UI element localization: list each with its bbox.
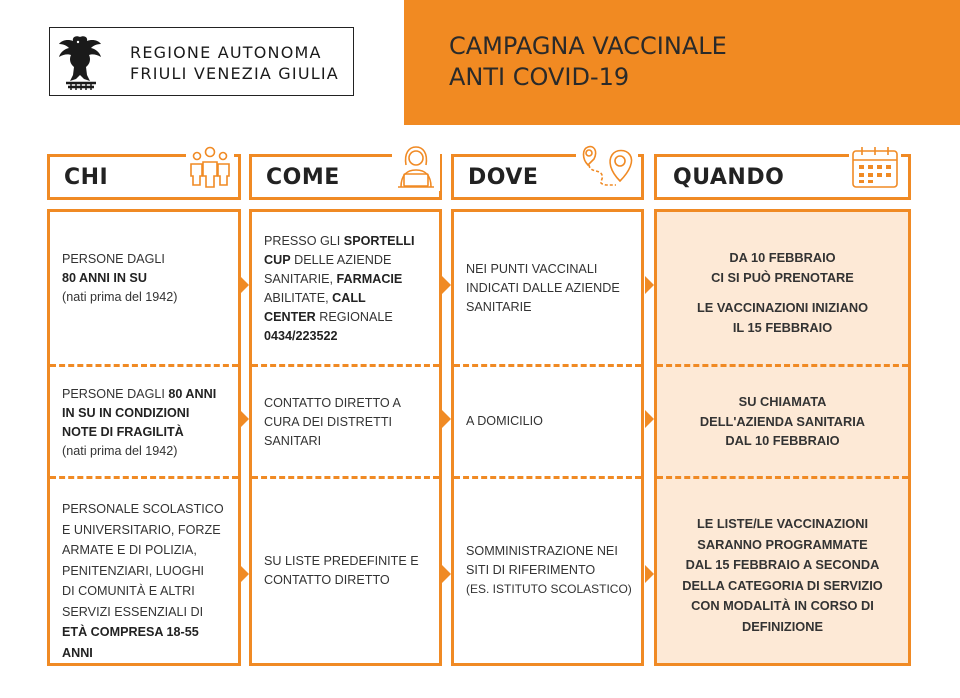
chi-row-3-line-2: E UNIVERSITARIO, FORZE xyxy=(62,522,221,537)
column-header-chi xyxy=(47,154,241,200)
quando-row-1-line-2: CI SI PUÒ PRENOTARE xyxy=(711,269,854,285)
chi-row-3-line-3: ARMATE E DI POLIZIA, xyxy=(62,543,197,557)
chi-row-2-line-1-a: PERSONE DAGLI xyxy=(62,387,169,401)
come-row-1-line-2-a: CUP xyxy=(264,253,291,267)
row-divider xyxy=(252,476,439,479)
dove-row-3-line-2: SITI DI RIFERIMENTO xyxy=(466,563,596,577)
region-name xyxy=(130,42,339,84)
region-logo xyxy=(49,27,354,96)
chi-row-1-line-1: PERSONE DAGLI xyxy=(62,252,165,266)
row-divider xyxy=(657,364,908,367)
come-row-1-line-1-b: SPORTELLI xyxy=(343,234,415,248)
logo-line-1: REGIONE AUTONOMA xyxy=(130,43,322,62)
arrow-right-icon xyxy=(240,410,249,428)
row-divider xyxy=(454,364,641,367)
quando-row-1-line-3: LE VACCINAZIONI INIZIANO xyxy=(696,300,869,315)
column-quando xyxy=(654,209,911,666)
operator-laptop-icon xyxy=(392,143,440,191)
come-row-3-line-2: CONTATTO DIRETTO xyxy=(264,573,390,587)
come-row-1-line-5 xyxy=(264,308,429,327)
row-divider xyxy=(252,364,439,367)
dove-row-3 xyxy=(466,542,635,599)
chi-row-3-line-4: PENITENZIARI, LUOGHI xyxy=(62,563,205,578)
quando-row-3-line-5: CON MODALITÀ IN CORSO DI xyxy=(691,598,874,613)
column-header-come xyxy=(249,154,442,200)
chi-row-3-line-5: DI COMUNITÀ E ALTRI xyxy=(62,584,195,598)
quando-row-3-line-4: DELLA CATEGORIA DI SERVIZIO xyxy=(682,577,883,593)
chi-row-2-line-3 xyxy=(62,423,228,442)
column-come xyxy=(249,209,442,666)
chi-row-2-line-4 xyxy=(62,442,228,461)
quando-row-3 xyxy=(663,514,902,637)
chi-row-3-line-8: ANNI xyxy=(62,645,93,660)
quando-row-2 xyxy=(663,392,902,451)
quando-row-3-line-2: SARANNO PROGRAMMATE xyxy=(697,536,868,552)
come-row-3 xyxy=(264,552,429,590)
arrow-right-icon xyxy=(645,410,654,428)
come-row-1-line-2 xyxy=(264,251,429,270)
column-chi xyxy=(47,209,241,666)
column-label-chi: CHI xyxy=(64,165,109,190)
chi-row-3-line-7: ETÀ COMPRESA 18-55 xyxy=(62,625,199,639)
quando-row-2-line-3: DAL 10 FEBBRAIO xyxy=(725,433,840,448)
dove-row-3-line-3: (ES. ISTITUTO SCOLASTICO) xyxy=(466,582,632,596)
dove-row-2-line-1: A DOMICILIO xyxy=(466,414,543,428)
map-pin-route-icon xyxy=(576,143,638,191)
come-row-2-line-1: CONTATTO DIRETTO A xyxy=(264,396,401,410)
dove-row-1 xyxy=(466,260,631,317)
quando-row-1 xyxy=(663,248,902,337)
quando-row-3-line-6: DEFINIZIONE xyxy=(741,618,824,634)
campaign-title xyxy=(449,31,727,93)
people-group-icon xyxy=(186,143,234,191)
eagle-emblem-icon xyxy=(56,31,106,93)
chi-row-1-line-2: 80 ANNI IN SU xyxy=(62,271,147,285)
arrow-right-icon xyxy=(442,276,451,294)
column-header-quando xyxy=(654,154,911,200)
come-row-2-line-3: SANITARI xyxy=(264,434,322,448)
quando-row-2-line-1: SU CHIAMATA xyxy=(738,394,827,409)
come-row-1-line-1-a: PRESSO GLI xyxy=(264,234,344,248)
chi-row-3-line-6: SERVIZI ESSENZIALI DI xyxy=(62,604,204,619)
column-label-quando: QUANDO xyxy=(673,165,785,190)
column-label-dove: DOVE xyxy=(468,165,539,190)
come-row-1-line-3-b: FARMACIE xyxy=(336,272,403,286)
dove-row-2 xyxy=(466,412,631,431)
come-row-2-line-2: CURA DEI DISTRETTI xyxy=(264,415,393,429)
come-row-1-line-4 xyxy=(264,289,429,308)
row-divider xyxy=(50,364,238,367)
chi-row-2-line-2 xyxy=(62,404,228,423)
dove-row-1-line-1: NEI PUNTI VACCINALI xyxy=(466,262,598,276)
arrow-right-icon xyxy=(240,565,249,583)
come-row-1-line-4-a: ABILITATE, xyxy=(264,291,333,305)
come-row-1-line-2-b: DELLE AZIENDE xyxy=(290,253,392,267)
row-divider xyxy=(454,476,641,479)
logo-line-2: FRIULI VENEZIA GIULIA xyxy=(130,64,339,83)
chi-row-3-line-1: PERSONALE SCOLASTICO xyxy=(62,502,224,516)
quando-row-2-line-2: DELL'AZIENDA SANITARIA xyxy=(699,413,866,429)
chi-row-2-line-2-text: IN SU IN CONDIZIONI xyxy=(62,406,190,420)
come-row-1-line-1 xyxy=(264,232,429,251)
come-row-3-line-1: SU LISTE PREDEFINITE E xyxy=(264,554,419,568)
come-row-1-line-3-a: SANITARIE, xyxy=(264,272,337,286)
column-dove xyxy=(451,209,644,666)
arrow-right-icon xyxy=(240,276,249,294)
arrow-right-icon xyxy=(442,410,451,428)
quando-row-1-line-4: IL 15 FEBBRAIO xyxy=(732,319,833,335)
campaign-title-line-1: CAMPAGNA VACCINALE xyxy=(449,32,727,60)
quando-row-3-line-3: DAL 15 FEBBRAIO A SECONDA xyxy=(685,557,880,572)
column-header-dove xyxy=(451,154,644,200)
chi-row-3 xyxy=(62,499,228,663)
arrow-right-icon xyxy=(645,276,654,294)
come-row-2 xyxy=(264,394,429,451)
chi-row-1 xyxy=(62,250,228,307)
chi-row-2-line-3-text: NOTE DI FRAGILITÀ xyxy=(62,425,184,439)
row-divider xyxy=(657,476,908,479)
quando-row-1-line-1: DA 10 FEBBRAIO xyxy=(729,250,836,265)
come-row-1-line-4-b: CALL xyxy=(332,291,366,305)
chi-row-2-line-1-b: 80 ANNI xyxy=(168,387,217,401)
dove-row-3-line-1: SOMMINISTRAZIONE NEI xyxy=(466,544,618,558)
campaign-title-line-2: ANTI COVID-19 xyxy=(449,63,630,91)
quando-row-3-line-1: LE LISTE/LE VACCINAZIONI xyxy=(696,516,869,531)
chi-row-2-line-1 xyxy=(62,385,228,404)
come-row-1-line-6 xyxy=(264,327,429,346)
dove-row-1-line-3: SANITARIE xyxy=(466,300,532,314)
come-row-1 xyxy=(264,232,429,346)
calendar-icon xyxy=(849,143,901,191)
arrow-right-icon xyxy=(442,565,451,583)
chi-row-2-line-4-text: (nati prima del 1942) xyxy=(62,444,178,458)
arrow-right-icon xyxy=(645,565,654,583)
come-row-1-line-5-a: CENTER xyxy=(264,310,316,324)
come-row-1-line-5-b: REGIONALE xyxy=(315,310,393,324)
row-divider xyxy=(50,476,238,479)
quando-row-1-spacer xyxy=(663,287,902,298)
dove-row-1-line-2: INDICATI DALLE AZIENDE xyxy=(466,281,620,295)
campaign-banner xyxy=(404,0,960,125)
come-row-1-phone: 0434/223522 xyxy=(264,329,338,343)
chi-row-2 xyxy=(62,385,228,461)
column-label-come: COME xyxy=(266,165,340,190)
come-row-1-line-3 xyxy=(264,270,429,289)
chi-row-1-line-3: (nati prima del 1942) xyxy=(62,290,178,304)
